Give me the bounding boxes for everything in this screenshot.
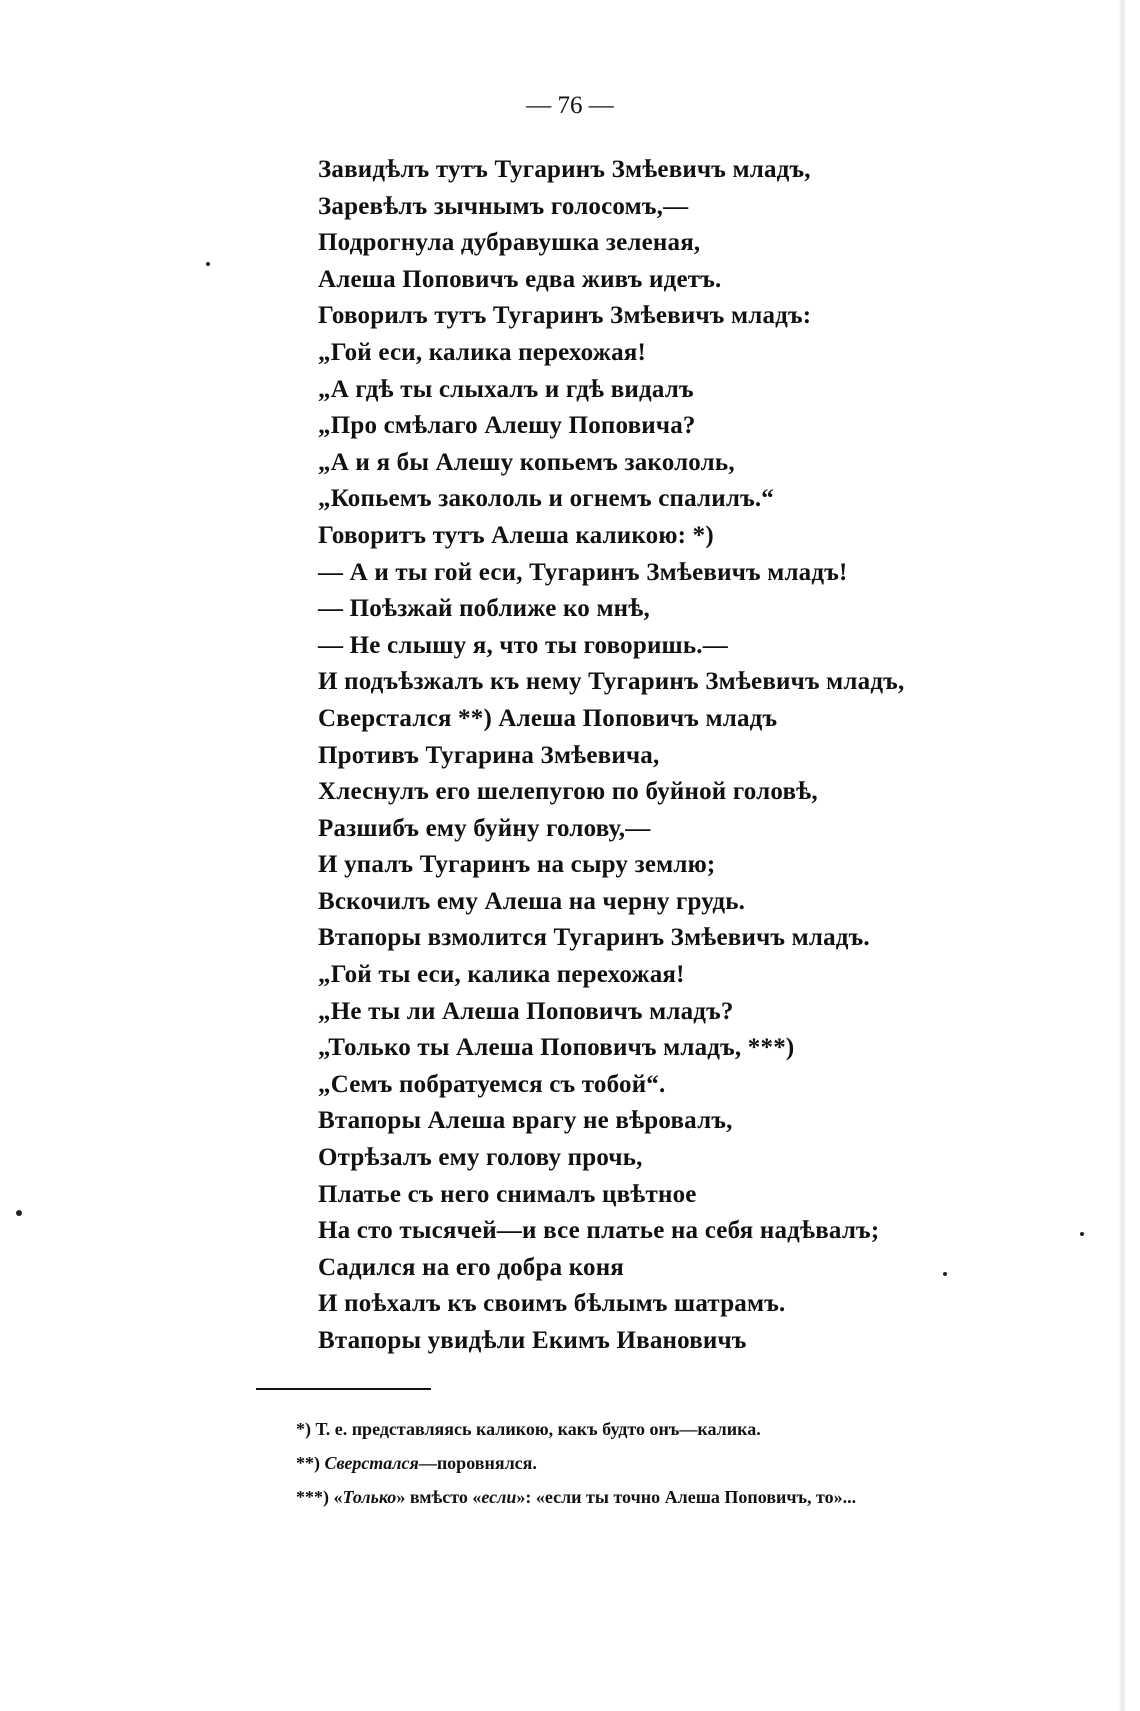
ink-speck — [16, 1210, 22, 1216]
ink-speck — [943, 1272, 947, 1276]
footnote-2-mark: **) — [296, 1453, 325, 1473]
verse-line: И поѣхалъ къ своимъ бѣлымъ шатрамъ. — [318, 1290, 786, 1318]
verse-line: „А гдѣ ты слыхалъ и гдѣ видалъ — [318, 375, 694, 403]
verse-line: Вскочилъ ему Алеша на черну грудь. — [318, 887, 746, 915]
page-number: — 76 — — [526, 92, 614, 119]
verse-line: И упалъ Тугаринъ на сыру землю; — [318, 851, 716, 879]
verse-line: Говорилъ тутъ Тугаринъ Змѣевичъ младъ: — [318, 302, 812, 330]
verse-line: Говоритъ тутъ Алеша каликою: *) — [318, 521, 714, 549]
verse-line: Втапоры Алеша врагу не вѣровалъ, — [318, 1107, 733, 1135]
verse-line: Противъ Тугарина Змѣевича, — [318, 741, 660, 769]
verse-line: Подрогнула дубравушка зеленая, — [318, 229, 701, 257]
footnote-3-middle: » вмѣсто « — [396, 1487, 482, 1507]
footnote-separator — [256, 1388, 431, 1390]
verse-line: — А и ты гой еси, Тугаринъ Змѣевичъ младъ! — [318, 558, 848, 586]
verse-line: — Не слышу я, что ты говоришь.— — [318, 631, 728, 659]
footnote-1: *) Т. е. представляясь каликою, какъ будто онъ—калика. — [296, 1419, 761, 1439]
verse-line: „Копьемъ закололь и огнемъ спалилъ.“ — [318, 485, 775, 513]
verse-line: „Гой еси, калика перехожая! — [318, 338, 647, 366]
verse-line: На сто тысячей—и все платье на себя надѣвалъ; — [318, 1217, 880, 1245]
verse-line: Втапоры взмолится Тугаринъ Змѣевичъ младъ. — [318, 924, 870, 952]
verse-line: „Семъ побратуемся съ тобой“. — [318, 1070, 666, 1098]
verse-line: Сверстался **) Алеша Поповичъ младъ — [318, 704, 778, 732]
verse-line: Садился на его добра коня — [318, 1253, 625, 1281]
verse-line: — Поѣзжай поближе ко мнѣ, — [318, 595, 650, 623]
ink-speck — [1080, 1232, 1084, 1236]
verse-line: „А и я бы Алешу копьемъ закололь, — [318, 448, 735, 476]
page-edge-shadow — [1118, 0, 1126, 1711]
verse-line: „Не ты ли Алеша Поповичъ младъ? — [318, 997, 734, 1025]
verse-line: „Только ты Алеша Поповичъ младъ, ***) — [318, 1034, 795, 1062]
footnote-2-gloss: —поровнялся. — [418, 1453, 537, 1473]
footnote-3-gloss: »: «если ты точно Алеша Поповичъ, то»... — [516, 1487, 857, 1507]
verse-line: Алеша Поповичъ едва живъ идетъ. — [318, 265, 722, 293]
footnote-3-term-1: Только — [342, 1487, 397, 1507]
footnote-2 — [296, 1446, 1096, 1480]
verse-line: Разшибъ ему буйну голову,— — [318, 814, 651, 842]
verse-line: Хлеснулъ его шелепугою по буйной головѣ, — [318, 778, 818, 806]
verse-line: Платье съ него снималъ цвѣтное — [318, 1180, 697, 1208]
footnote-2-term: Сверстался — [324, 1453, 419, 1473]
footnote-3-term-2: если — [481, 1487, 517, 1507]
verse-line: „Гой ты еси, калика перехожая! — [318, 961, 685, 989]
poem-text — [318, 152, 1078, 1360]
footnotes — [296, 1412, 1096, 1514]
verse-line: Заревѣлъ зычнымъ голосомъ,— — [318, 192, 689, 220]
footnote-3-mark: ***) « — [296, 1487, 343, 1507]
verse-line: „Про смѣлаго Алешу Поповича? — [318, 412, 696, 440]
verse-line: Отрѣзалъ ему голову прочь, — [318, 1144, 643, 1172]
verse-line: Втапоры увидѣли Екимъ Ивановичъ — [318, 1327, 747, 1354]
verse-line: И подъѣзжалъ къ нему Тугаринъ Змѣевичъ младъ, — [318, 668, 905, 696]
verse-line: Завидѣлъ тутъ Тугаринъ Змѣевичъ младъ, — [318, 156, 811, 183]
ink-speck — [206, 262, 210, 266]
footnote-3 — [296, 1480, 1096, 1514]
